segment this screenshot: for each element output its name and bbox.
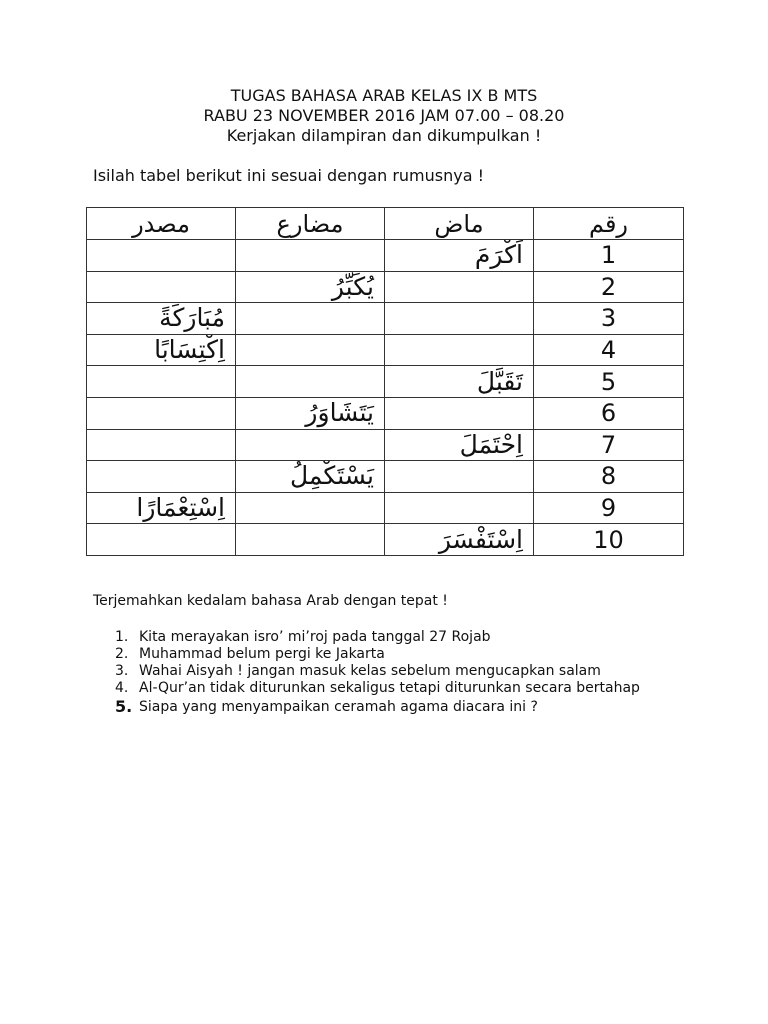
cell-number: 8 bbox=[534, 461, 684, 493]
cell-number: 9 bbox=[534, 492, 684, 524]
cell-madhi bbox=[385, 461, 534, 493]
list-item-number: 5. bbox=[115, 697, 133, 716]
list-item-number: 2. bbox=[115, 646, 129, 662]
column-header-madhi: ماض bbox=[385, 208, 534, 240]
list-item-number: 4. bbox=[115, 680, 129, 696]
cell-madhi bbox=[385, 334, 534, 366]
cell-madhi bbox=[385, 492, 534, 524]
cell-number: 4 bbox=[534, 334, 684, 366]
cell-madhi bbox=[385, 397, 534, 429]
cell-masdar: مُبَارَكَةً bbox=[87, 303, 236, 335]
cell-mudhari bbox=[236, 240, 385, 272]
list-item-text: Muhammad belum pergi ke Jakarta bbox=[139, 646, 385, 662]
cell-mudhari bbox=[236, 303, 385, 335]
table-row bbox=[87, 271, 684, 303]
list-item bbox=[93, 699, 653, 716]
cell-mudhari bbox=[236, 492, 385, 524]
cell-masdar bbox=[87, 271, 236, 303]
list-item-text: Wahai Aisyah ! jangan masuk kelas sebelum mengucapkan salam bbox=[139, 663, 601, 679]
table-row bbox=[87, 366, 684, 398]
cell-madhi: اِسْتَفْسَرَ bbox=[385, 524, 534, 556]
cell-masdar bbox=[87, 524, 236, 556]
list-item-text: Siapa yang menyampaikan ceramah agama diacara ini ? bbox=[139, 699, 538, 715]
cell-number: 6 bbox=[534, 397, 684, 429]
column-header-mudhari: مضارع bbox=[236, 208, 385, 240]
cell-masdar bbox=[87, 397, 236, 429]
cell-masdar: اِسْتِعْمَارًا bbox=[87, 492, 236, 524]
header-instruction: Kerjakan dilampiran dan dikumpulkan ! bbox=[226, 126, 542, 145]
cell-number: 2 bbox=[534, 271, 684, 303]
cell-mudhari bbox=[236, 334, 385, 366]
cell-madhi bbox=[385, 303, 534, 335]
cell-mudhari: يُكَبِّرُ bbox=[236, 271, 385, 303]
table-row bbox=[87, 524, 684, 556]
table-instruction: Isilah tabel berikut ini sesuai dengan rumusnya ! bbox=[93, 166, 485, 185]
table-row bbox=[87, 397, 684, 429]
cell-number: 5 bbox=[534, 366, 684, 398]
cell-mudhari bbox=[236, 524, 385, 556]
column-header-masdar: مصدر bbox=[87, 208, 236, 240]
cell-madhi: اِحْتَمَلَ bbox=[385, 429, 534, 461]
table-header-row bbox=[87, 208, 684, 240]
cell-mudhari: يَتَشَاوَرُ bbox=[236, 397, 385, 429]
translation-list bbox=[93, 629, 653, 716]
list-item-number: 3. bbox=[115, 663, 129, 679]
cell-madhi: تَقَبَّلَ bbox=[385, 366, 534, 398]
cell-mudhari: يَسْتَكْمِلُ bbox=[236, 461, 385, 493]
cell-number: 3 bbox=[534, 303, 684, 335]
table-row bbox=[87, 492, 684, 524]
table-row bbox=[87, 303, 684, 335]
list-item-text: Al-Qur’an tidak diturunkan sekaligus tetapi diturunkan secara bertahap bbox=[139, 680, 640, 696]
cell-masdar: اِكْتِسَابًا bbox=[87, 334, 236, 366]
table-row bbox=[87, 429, 684, 461]
cell-number: 10 bbox=[534, 524, 684, 556]
cell-masdar bbox=[87, 240, 236, 272]
cell-mudhari bbox=[236, 429, 385, 461]
header-date-time: RABU 23 NOVEMBER 2016 JAM 07.00 – 08.20 bbox=[203, 106, 565, 125]
cell-madhi: اَكْرَمَ bbox=[385, 240, 534, 272]
cell-masdar bbox=[87, 461, 236, 493]
table-row bbox=[87, 240, 684, 272]
cell-masdar bbox=[87, 429, 236, 461]
list-item-number: 1. bbox=[115, 629, 129, 645]
cell-number: 7 bbox=[534, 429, 684, 461]
list-item-text: Kita merayakan isro’ mi’roj pada tanggal 27 Rojab bbox=[139, 629, 491, 645]
cell-madhi bbox=[385, 271, 534, 303]
column-header-raqm: رقم bbox=[534, 208, 684, 240]
verb-forms-table bbox=[86, 207, 684, 556]
cell-mudhari bbox=[236, 366, 385, 398]
cell-masdar bbox=[87, 366, 236, 398]
translation-instruction: Terjemahkan kedalam bahasa Arab dengan tepat ! bbox=[93, 593, 448, 609]
list-item bbox=[93, 680, 653, 697]
list-item bbox=[93, 629, 653, 646]
table-row bbox=[87, 461, 684, 493]
list-item bbox=[93, 646, 653, 663]
header-title: TUGAS BAHASA ARAB KELAS IX B MTS bbox=[230, 86, 538, 105]
worksheet-header bbox=[0, 86, 768, 146]
list-item bbox=[93, 663, 653, 680]
table-row bbox=[87, 334, 684, 366]
cell-number: 1 bbox=[534, 240, 684, 272]
